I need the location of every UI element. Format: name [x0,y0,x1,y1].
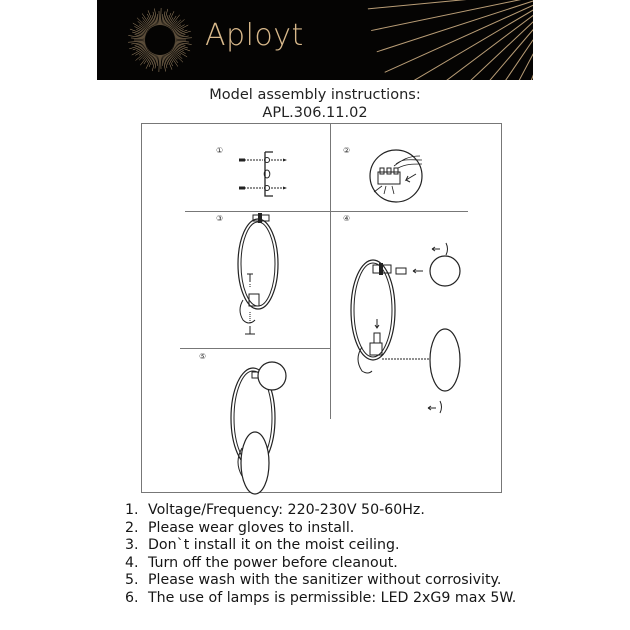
brand-logo: Aployt [205,18,304,53]
ring-frame-diagram [225,212,295,347]
step-number-4: ④ [343,214,351,223]
installation-notes-list [125,502,516,608]
divider-horizontal-mid [180,348,331,349]
divider-vertical [330,123,331,419]
note-item: 3. Don`t install it on the moist ceiling. [125,537,400,554]
note-item: 4. Turn off the power before cleanout. [125,554,398,571]
note-item: 2. Please wear gloves to install. [125,519,355,536]
mounting-bracket-diagram [235,148,295,200]
note-item: 6. The use of lamps is permissible: LED 2xG9 max 5W. [125,589,517,606]
sunburst-decoration-icon [97,0,533,80]
page-title: Model assembly instructions: [209,87,421,103]
step-number-2: ② [343,146,351,155]
model-number: APL.306.11.02 [262,105,368,121]
step-number-5: ⑤ [199,352,207,361]
wiring-terminal-diagram [364,146,434,206]
bulb-and-shade-installation-diagram [340,235,470,420]
step-number-3: ③ [216,214,224,223]
brand-banner [97,0,533,80]
note-item: 1. Voltage/Frequency: 220-230V 50-60Hz. [125,502,425,518]
note-item: 5. Please wash with the sanitizer without corrosivity. [125,572,502,589]
step-number-1: ① [216,146,224,155]
assembled-lamp-diagram [220,350,320,495]
